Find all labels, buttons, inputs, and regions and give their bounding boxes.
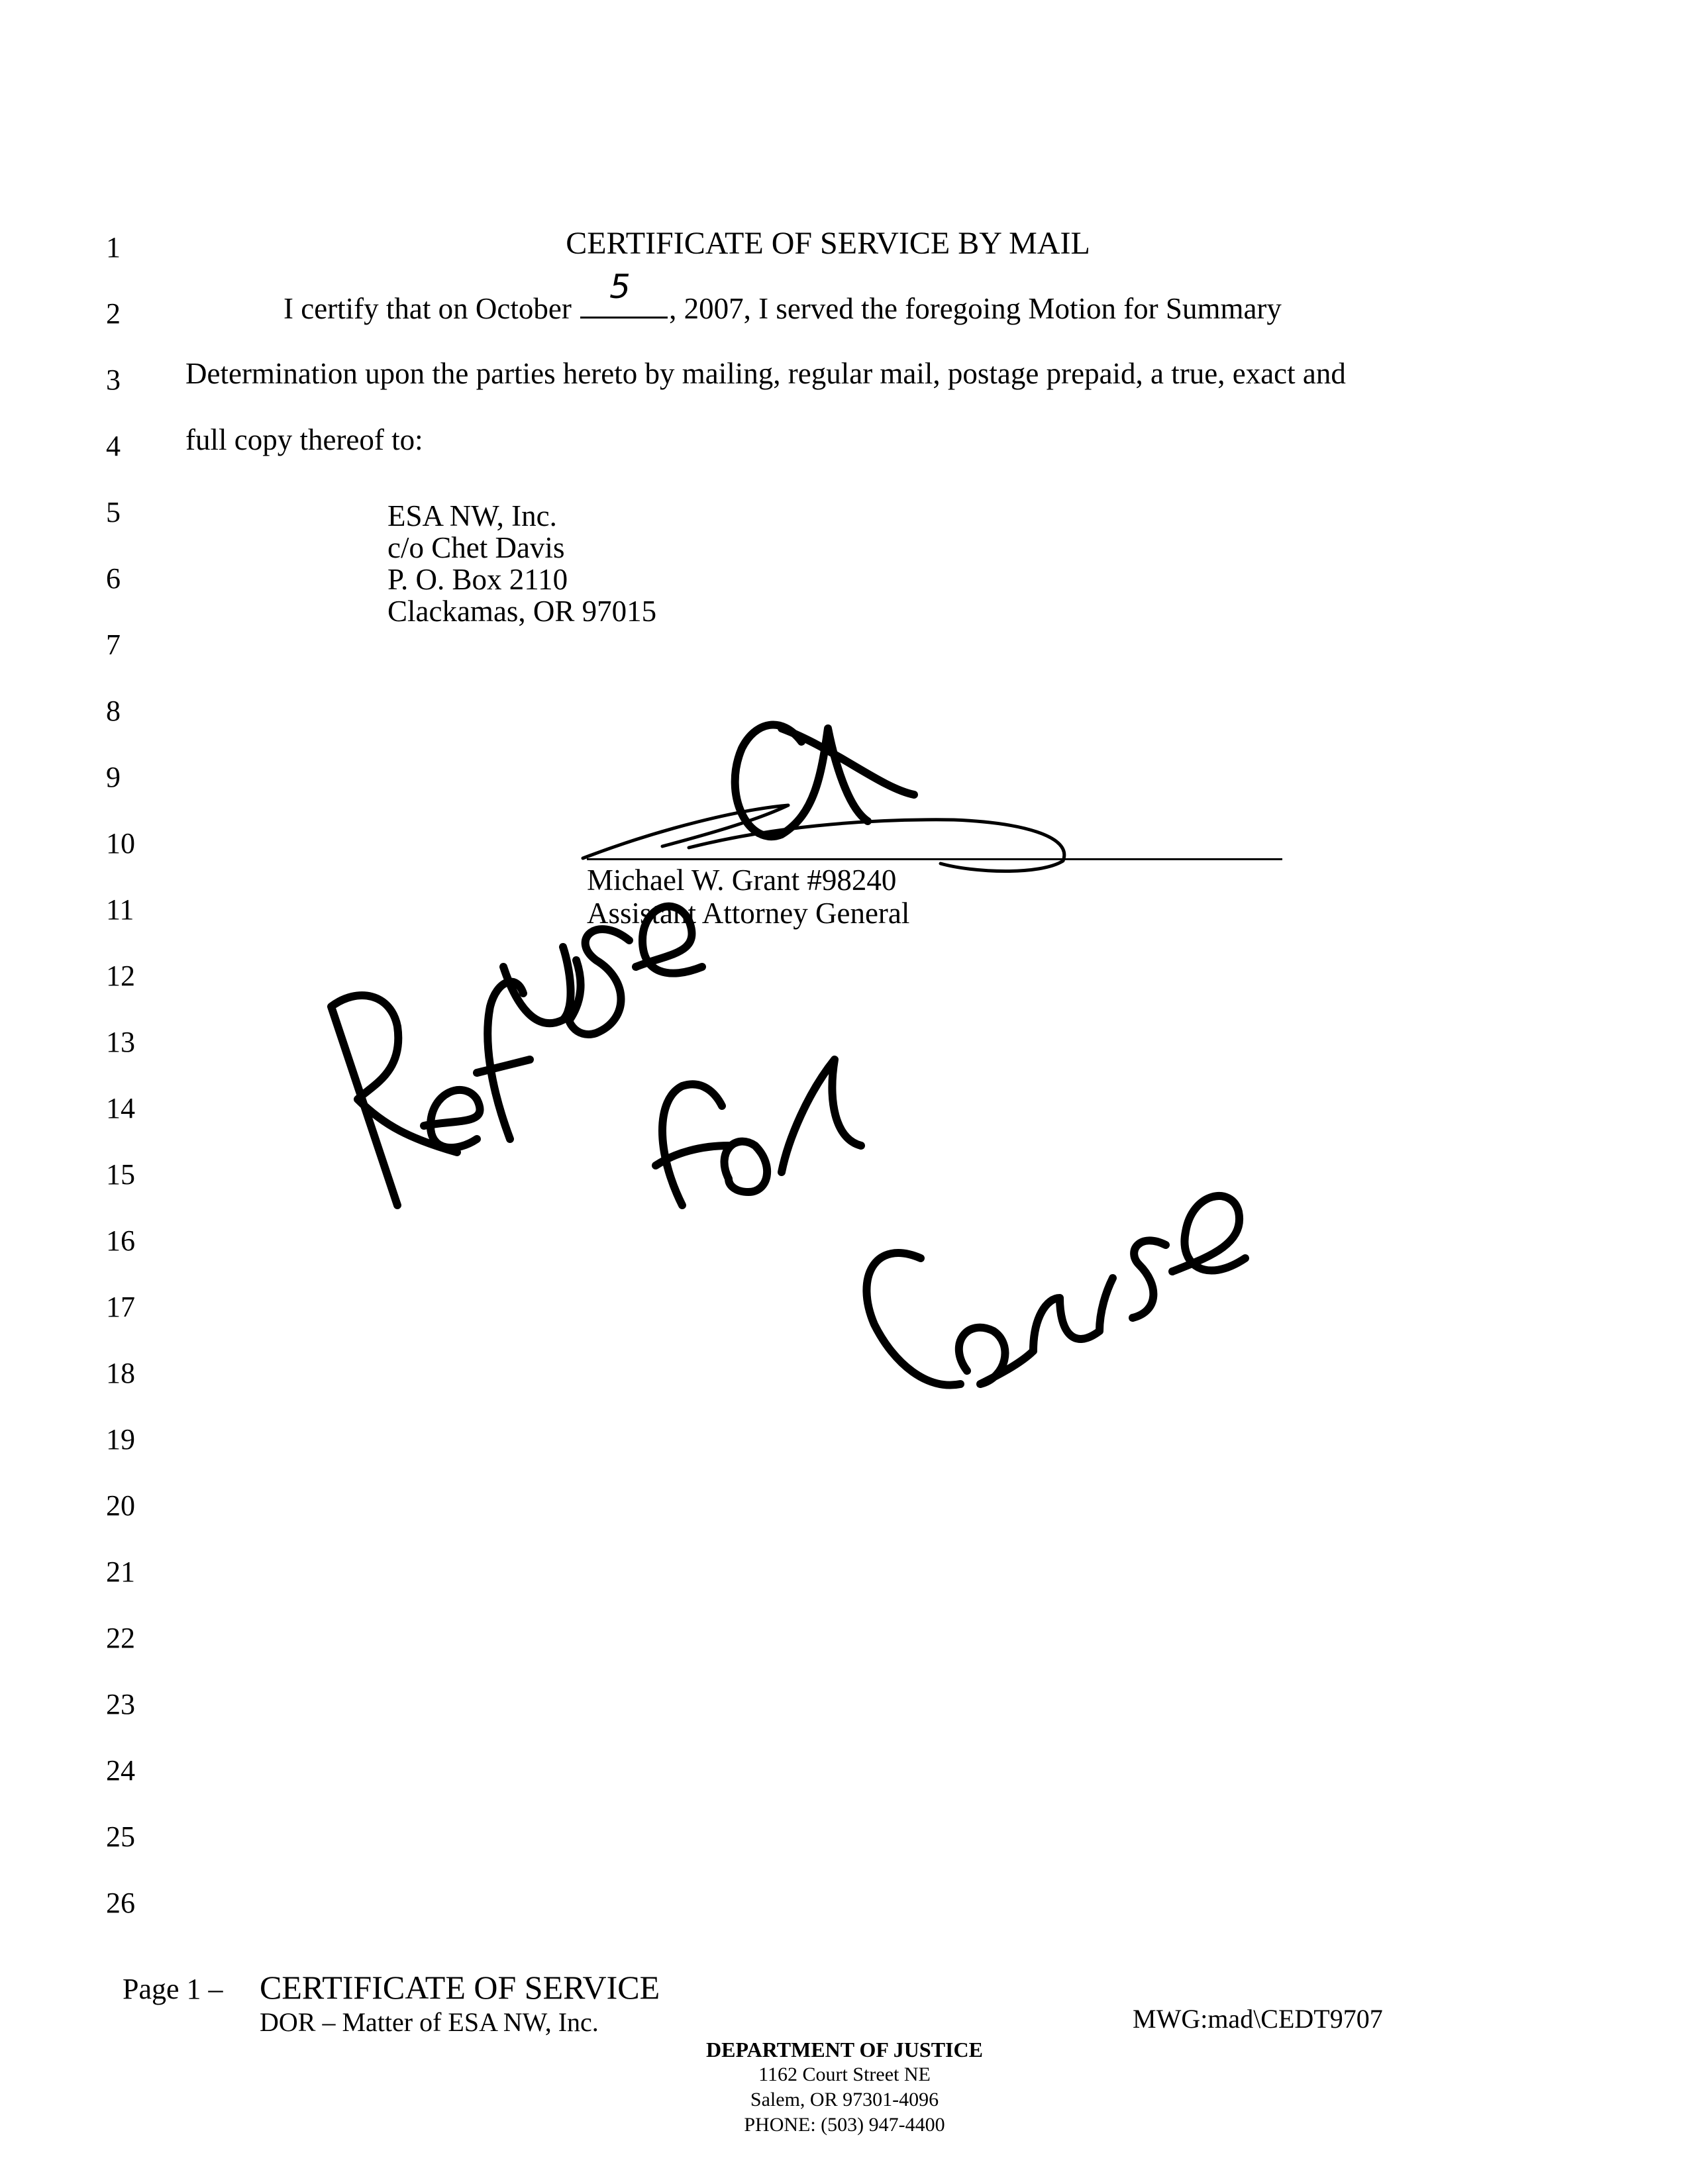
signer-name: Michael W. Grant #98240 bbox=[587, 864, 897, 897]
line-number: 4 bbox=[106, 430, 121, 462]
office-street: 1162 Court Street NE bbox=[758, 2063, 931, 2085]
signature-line bbox=[587, 858, 1282, 860]
date-blank bbox=[580, 268, 668, 319]
line-number: 13 bbox=[106, 1026, 135, 1058]
line-number: 21 bbox=[106, 1556, 135, 1588]
paragraph-line-2: Determination upon the parties hereto by mailing, regular mail, postage prepaid, a true, exact and bbox=[185, 357, 1346, 390]
line-number: 11 bbox=[106, 893, 134, 926]
line-number: 10 bbox=[106, 827, 135, 860]
handwritten-day: 5 bbox=[609, 268, 631, 306]
signer-title: Assistant Attorney General bbox=[587, 897, 910, 930]
signature-scribble bbox=[583, 805, 1064, 871]
line-number: 25 bbox=[106, 1820, 135, 1853]
line-number: 15 bbox=[106, 1158, 135, 1191]
signer-block bbox=[587, 864, 909, 930]
line-number: 20 bbox=[106, 1489, 135, 1522]
footer-matter: DOR – Matter of ESA NW, Inc. bbox=[260, 2007, 599, 2037]
address-line: Clackamas, OR 97015 bbox=[387, 595, 657, 628]
paragraph-line-1-prefix: I certify that on October bbox=[283, 292, 572, 325]
line-number: 24 bbox=[106, 1754, 135, 1787]
line-number: 17 bbox=[106, 1291, 135, 1323]
paragraph-line-1 bbox=[283, 268, 1282, 326]
department-name: DEPARTMENT OF JUSTICE bbox=[706, 2038, 983, 2061]
paragraph-line-3: full copy thereof to: bbox=[185, 423, 423, 456]
footer-document-code: MWG:mad\CEDT9707 bbox=[1133, 2004, 1383, 2034]
line-number: 12 bbox=[106, 960, 135, 992]
line-number: 14 bbox=[106, 1092, 135, 1124]
line-number: 1 bbox=[106, 231, 121, 264]
line-number: 19 bbox=[106, 1423, 135, 1456]
office-city: Salem, OR 97301-4096 bbox=[750, 2089, 939, 2110]
line-number: 9 bbox=[106, 761, 121, 793]
line-number: 23 bbox=[106, 1688, 135, 1720]
line-number: 26 bbox=[106, 1887, 135, 1919]
paragraph-line-1-suffix: , 2007, I served the foregoing Motion for Summary bbox=[669, 292, 1282, 325]
line-number: 8 bbox=[106, 695, 121, 727]
line-number: 22 bbox=[106, 1622, 135, 1654]
footer-page-label: Page 1 – bbox=[123, 1973, 223, 2005]
address-line: P. O. Box 2110 bbox=[387, 563, 568, 596]
page-title: CERTIFICATE OF SERVICE BY MAIL bbox=[566, 226, 1090, 261]
office-letterhead bbox=[0, 2037, 1689, 2138]
footer-doc-title: CERTIFICATE OF SERVICE bbox=[260, 1969, 660, 2006]
line-number: 7 bbox=[106, 628, 121, 661]
line-number: 5 bbox=[106, 496, 121, 528]
line-number: 2 bbox=[106, 297, 121, 330]
office-phone: PHONE: (503) 947-4400 bbox=[744, 2114, 945, 2136]
line-number: 3 bbox=[106, 364, 121, 396]
recipient-address bbox=[387, 500, 656, 627]
refused-for-cause-scrawl bbox=[331, 725, 1245, 1385]
line-number: 16 bbox=[106, 1224, 135, 1257]
line-number: 18 bbox=[106, 1357, 135, 1389]
address-line: c/o Chet Davis bbox=[387, 531, 565, 564]
address-line: ESA NW, Inc. bbox=[387, 499, 557, 532]
line-number: 6 bbox=[106, 562, 121, 595]
